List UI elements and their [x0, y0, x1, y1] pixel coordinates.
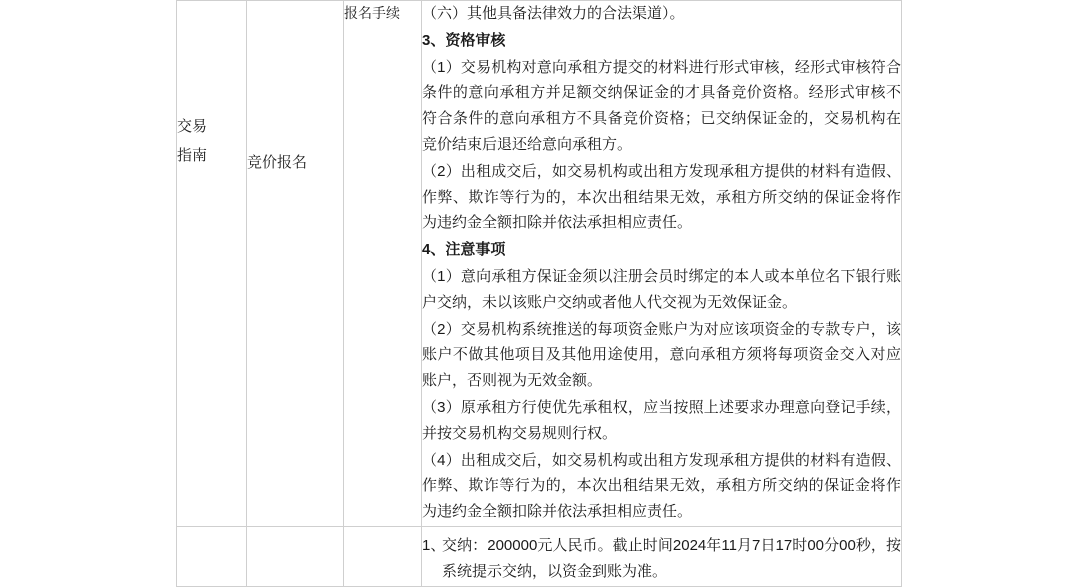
- cell-deposit-content: [422, 526, 902, 586]
- body-paragraph: （3）原承租方行使优先承租权，应当按照上述要求办理意向登记手续，并按交易机构交易规则行权。: [422, 398, 901, 442]
- deposit-paragraph-text: 交纳：200000元人民币。截止时间2024年11月7日17时00分00秒，按系统提示交纳，以资金到账为准。: [442, 536, 901, 580]
- body-paragraph: （1）意向承租方保证金须以注册会员时绑定的本人或本单位名下银行账户交纳，未以该账户交纳或者他人代交视为无效保证金。: [422, 267, 901, 311]
- cell-section-category: [177, 1, 247, 527]
- deposit-paragraph-number: 1、: [422, 536, 446, 554]
- deposit-paragraph: [422, 533, 901, 585]
- item-title-label: 报名手续: [344, 5, 400, 21]
- body-paragraph-heading: 4、注意事项: [422, 241, 506, 259]
- section-category-line2: 指南: [177, 146, 208, 164]
- body-paragraph-heading: 3、资格审核: [422, 31, 506, 49]
- cell-subsection-title: [247, 1, 344, 527]
- cell-body-content: [422, 1, 902, 527]
- body-paragraph: （4）出租成交后，如交易机构或出租方发现承租方提供的材料有造假、作弊、欺诈等行为的，本次出租结果无效，承租方所交纳的保证金将作为违约金全额扣除并依法承担相应责任。: [422, 451, 901, 521]
- cell-subsection-title-empty: [247, 526, 344, 586]
- section-category-line1: 交易: [177, 118, 208, 135]
- cell-item-title: [344, 1, 422, 527]
- body-paragraph: （六）其他具备法律效力的合法渠道）。: [422, 5, 685, 22]
- cell-item-title-empty: [344, 526, 422, 586]
- body-paragraph: （2）出租成交后，如交易机构或出租方发现承租方提供的材料有造假、作弊、欺诈等行为的，本次出租结果无效，承租方所交纳的保证金将作为违约金全额扣除并依法承担相应责任。: [422, 162, 901, 232]
- cell-section-category-empty: [177, 526, 247, 586]
- subsection-title-label: 竞价报名: [247, 154, 308, 171]
- table-row: [177, 526, 902, 586]
- bid-guide-table: [176, 0, 902, 587]
- body-paragraph: （2）交易机构系统推送的每项资金账户为对应该项资金的专款专户，该账户不做其他项目及其他用途使用，意向承租方须将每项资金交入对应账户，否则视为无效金额。: [422, 320, 901, 390]
- body-paragraph: （1）交易机构对意向承租方提交的材料进行形式审核，经形式审核符合条件的意向承租方并足额交纳保证金的才具备竞价资格。经形式审核不符合条件的意向承租方不具备竞价资格；已交纳保证金的，交易机构在竞价结束后退还给意向承租方。: [422, 58, 901, 153]
- table-row: [177, 1, 902, 527]
